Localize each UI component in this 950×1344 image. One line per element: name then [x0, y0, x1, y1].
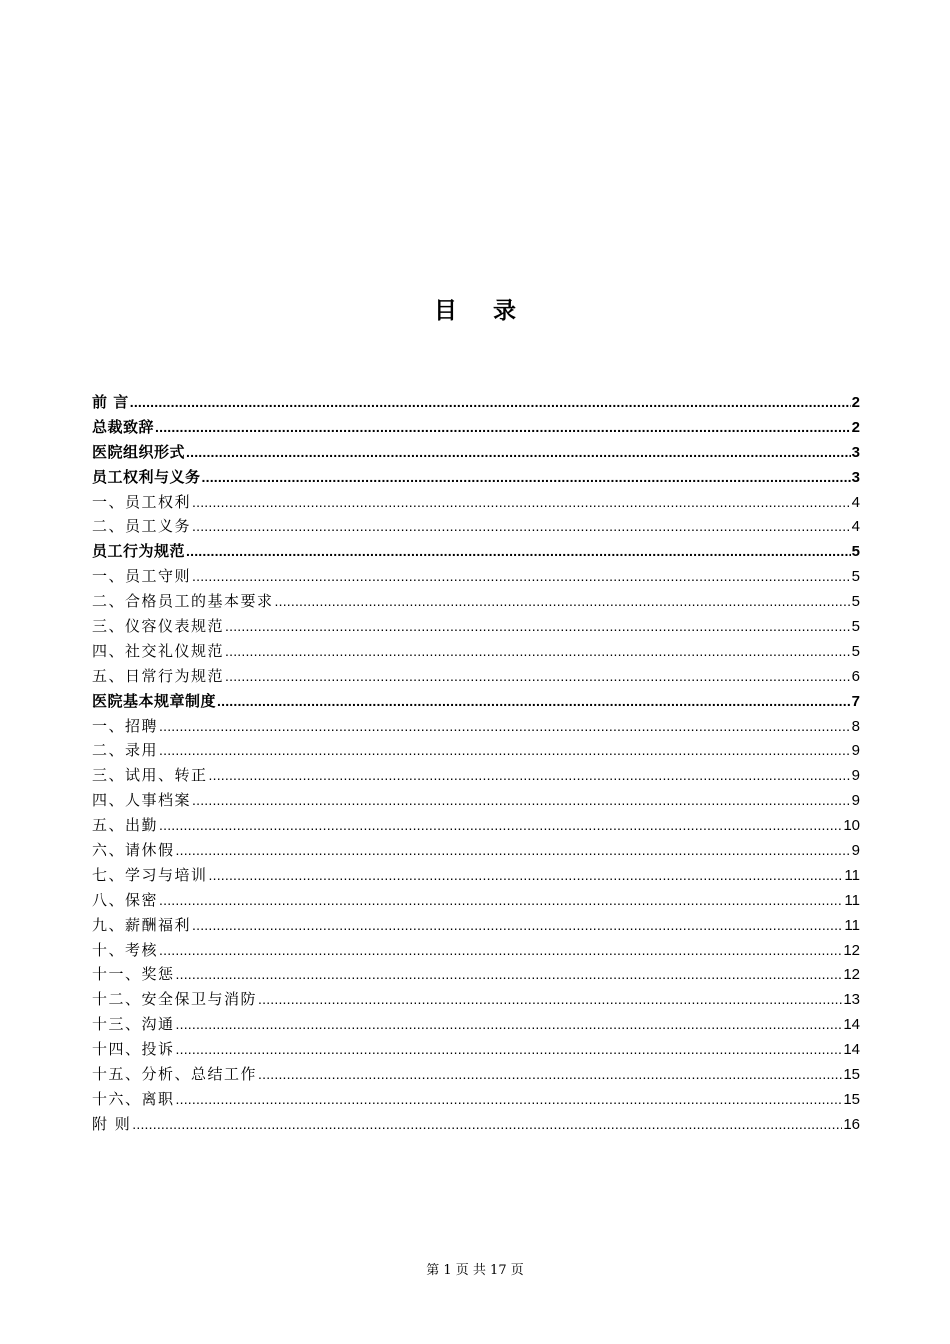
dot-leader: [159, 738, 851, 763]
toc-entry[interactable]: [92, 763, 860, 788]
toc-entry-label: 五、日常行为规范: [92, 666, 225, 685]
toc-entry-label: 员工权利与义务: [92, 467, 201, 486]
toc-entry-label: 一、员工守则: [92, 567, 192, 586]
toc-entry-label: 四、社交礼仪规范: [92, 641, 225, 660]
dot-leader: [225, 664, 851, 689]
toc-entry-label: 五、出勤: [92, 816, 159, 835]
toc-entry[interactable]: [92, 1087, 860, 1112]
toc-entry-label: 十六、离职: [92, 1089, 175, 1108]
toc-page-number: 11: [844, 891, 860, 909]
toc-page-number: 11: [844, 866, 860, 884]
toc-page-number: 8: [851, 717, 860, 735]
toc-entry-label: 总裁致辞: [92, 417, 155, 436]
toc-entry-label: 医院基本规章制度: [92, 691, 217, 710]
toc-entry[interactable]: [92, 514, 860, 539]
toc-page-number: 5: [851, 543, 860, 561]
toc-page-number: 5: [851, 568, 860, 586]
toc-page-number: 4: [851, 518, 860, 536]
dot-leader: [155, 415, 851, 440]
toc-page-number: 15: [843, 1066, 860, 1084]
table-of-contents: [92, 390, 860, 1137]
toc-entry-label: 六、请休假: [92, 841, 175, 860]
dot-leader: [275, 589, 851, 614]
toc-page-number: 2: [851, 394, 860, 411]
dot-leader: [258, 1062, 842, 1087]
toc-entry[interactable]: [92, 664, 860, 689]
toc-entry-label: 七、学习与培训: [92, 865, 208, 884]
dot-leader: [192, 514, 851, 539]
toc-entry[interactable]: [92, 539, 860, 564]
dot-leader: [209, 863, 844, 888]
toc-entry-label: 四、人事档案: [92, 791, 192, 810]
toc-entry[interactable]: [92, 913, 860, 938]
dot-leader: [209, 763, 851, 788]
toc-entry-label: 十五、分析、总结工作: [92, 1065, 258, 1084]
dot-leader: [225, 639, 851, 664]
dot-leader: [176, 1087, 843, 1112]
toc-page-number: 10: [843, 817, 860, 835]
dot-leader: [159, 714, 851, 739]
dot-leader: [132, 1112, 842, 1137]
toc-page-number: 12: [843, 941, 860, 959]
dot-leader: [192, 788, 851, 813]
toc-entry[interactable]: [92, 788, 860, 813]
toc-entry-label: 员工行为规范: [92, 542, 186, 561]
toc-entry-label: 三、仪容仪表规范: [92, 617, 225, 636]
toc-entry[interactable]: [92, 415, 860, 440]
dot-leader: [159, 813, 842, 838]
toc-entry-label: 医院组织形式: [92, 442, 186, 461]
dot-leader: [176, 1037, 843, 1062]
toc-entry[interactable]: [92, 589, 860, 614]
toc-entry[interactable]: [92, 738, 860, 763]
toc-entry[interactable]: [92, 987, 860, 1012]
dot-leader: [159, 938, 842, 963]
toc-page-number: 3: [851, 468, 860, 486]
toc-page-number: 15: [843, 1090, 860, 1108]
dot-leader: [225, 614, 851, 639]
toc-page-number: 5: [851, 593, 860, 611]
dot-leader: [176, 1012, 843, 1037]
toc-page-number: 9: [851, 742, 860, 760]
toc-entry[interactable]: [92, 564, 860, 589]
toc-entry-label: 九、薪酬福利: [92, 915, 192, 934]
toc-page-number: 6: [851, 667, 860, 685]
toc-page-number: 14: [843, 1016, 860, 1034]
dot-leader: [192, 564, 851, 589]
toc-entry-label: 十三、沟通: [92, 1015, 175, 1034]
toc-page-number: 11: [844, 916, 860, 934]
dot-leader: [176, 962, 843, 987]
toc-entry[interactable]: [92, 1037, 860, 1062]
toc-page-number: 5: [851, 642, 860, 660]
toc-page-number: 3: [851, 443, 860, 461]
toc-entry[interactable]: [92, 888, 860, 913]
toc-entry[interactable]: [92, 1012, 860, 1037]
toc-entry-label: 二、员工义务: [92, 517, 192, 536]
page-title: 目 录: [433, 298, 530, 324]
toc-page-number: 4: [851, 493, 860, 511]
toc-entry[interactable]: [92, 689, 860, 714]
dot-leader: [192, 913, 843, 938]
toc-entry[interactable]: [92, 639, 860, 664]
toc-entry[interactable]: [92, 440, 860, 465]
toc-page-number: 9: [851, 767, 860, 785]
toc-entry[interactable]: [92, 838, 860, 863]
toc-page-number: 9: [851, 842, 860, 860]
toc-page-number: 13: [843, 991, 860, 1009]
toc-entry[interactable]: [92, 490, 860, 515]
dot-leader: [176, 838, 851, 863]
toc-entry-label: 一、员工权利: [92, 492, 192, 511]
dot-leader: [217, 689, 851, 714]
toc-entry-label: 十一、奖惩: [92, 965, 175, 984]
toc-page-number: 5: [851, 618, 860, 636]
toc-entry[interactable]: [92, 390, 860, 415]
toc-entry[interactable]: [92, 938, 860, 963]
dot-leader: [186, 539, 851, 564]
toc-entry-label: 十、考核: [92, 940, 159, 959]
toc-entry-label: 十四、投诉: [92, 1040, 175, 1059]
toc-page-number: 7: [851, 692, 860, 710]
toc-entry[interactable]: [92, 614, 860, 639]
toc-entry-label: 前 言: [92, 393, 129, 411]
toc-page-number: 16: [843, 1115, 860, 1133]
toc-entry[interactable]: [92, 813, 860, 838]
toc-page-number: 12: [843, 966, 860, 984]
toc-page-number: 2: [851, 418, 860, 436]
dot-leader: [159, 888, 843, 913]
toc-entry-label: 一、招聘: [92, 716, 159, 735]
toc-entry-label: 附 则: [92, 1114, 132, 1133]
dot-leader: [192, 490, 851, 515]
toc-entry[interactable]: [92, 962, 860, 987]
toc-entry[interactable]: [92, 465, 860, 490]
dot-leader: [258, 987, 842, 1012]
toc-entry[interactable]: [92, 863, 860, 888]
dot-leader: [130, 390, 851, 415]
toc-entry[interactable]: [92, 714, 860, 739]
toc-entry-label: 八、保密: [92, 890, 159, 909]
toc-entry-label: 三、试用、转正: [92, 766, 208, 785]
toc-page-number: 9: [851, 792, 860, 810]
toc-entry-label: 十二、安全保卫与消防: [92, 990, 258, 1009]
toc-page-number: 14: [843, 1041, 860, 1059]
toc-entry[interactable]: [92, 1112, 860, 1137]
page-footer: 第 1 页 共 17 页: [426, 1263, 524, 1278]
dot-leader: [202, 465, 851, 490]
toc-entry-label: 二、录用: [92, 741, 159, 760]
toc-entry[interactable]: [92, 1062, 860, 1087]
toc-entry-label: 二、合格员工的基本要求: [92, 592, 274, 611]
dot-leader: [186, 440, 851, 465]
